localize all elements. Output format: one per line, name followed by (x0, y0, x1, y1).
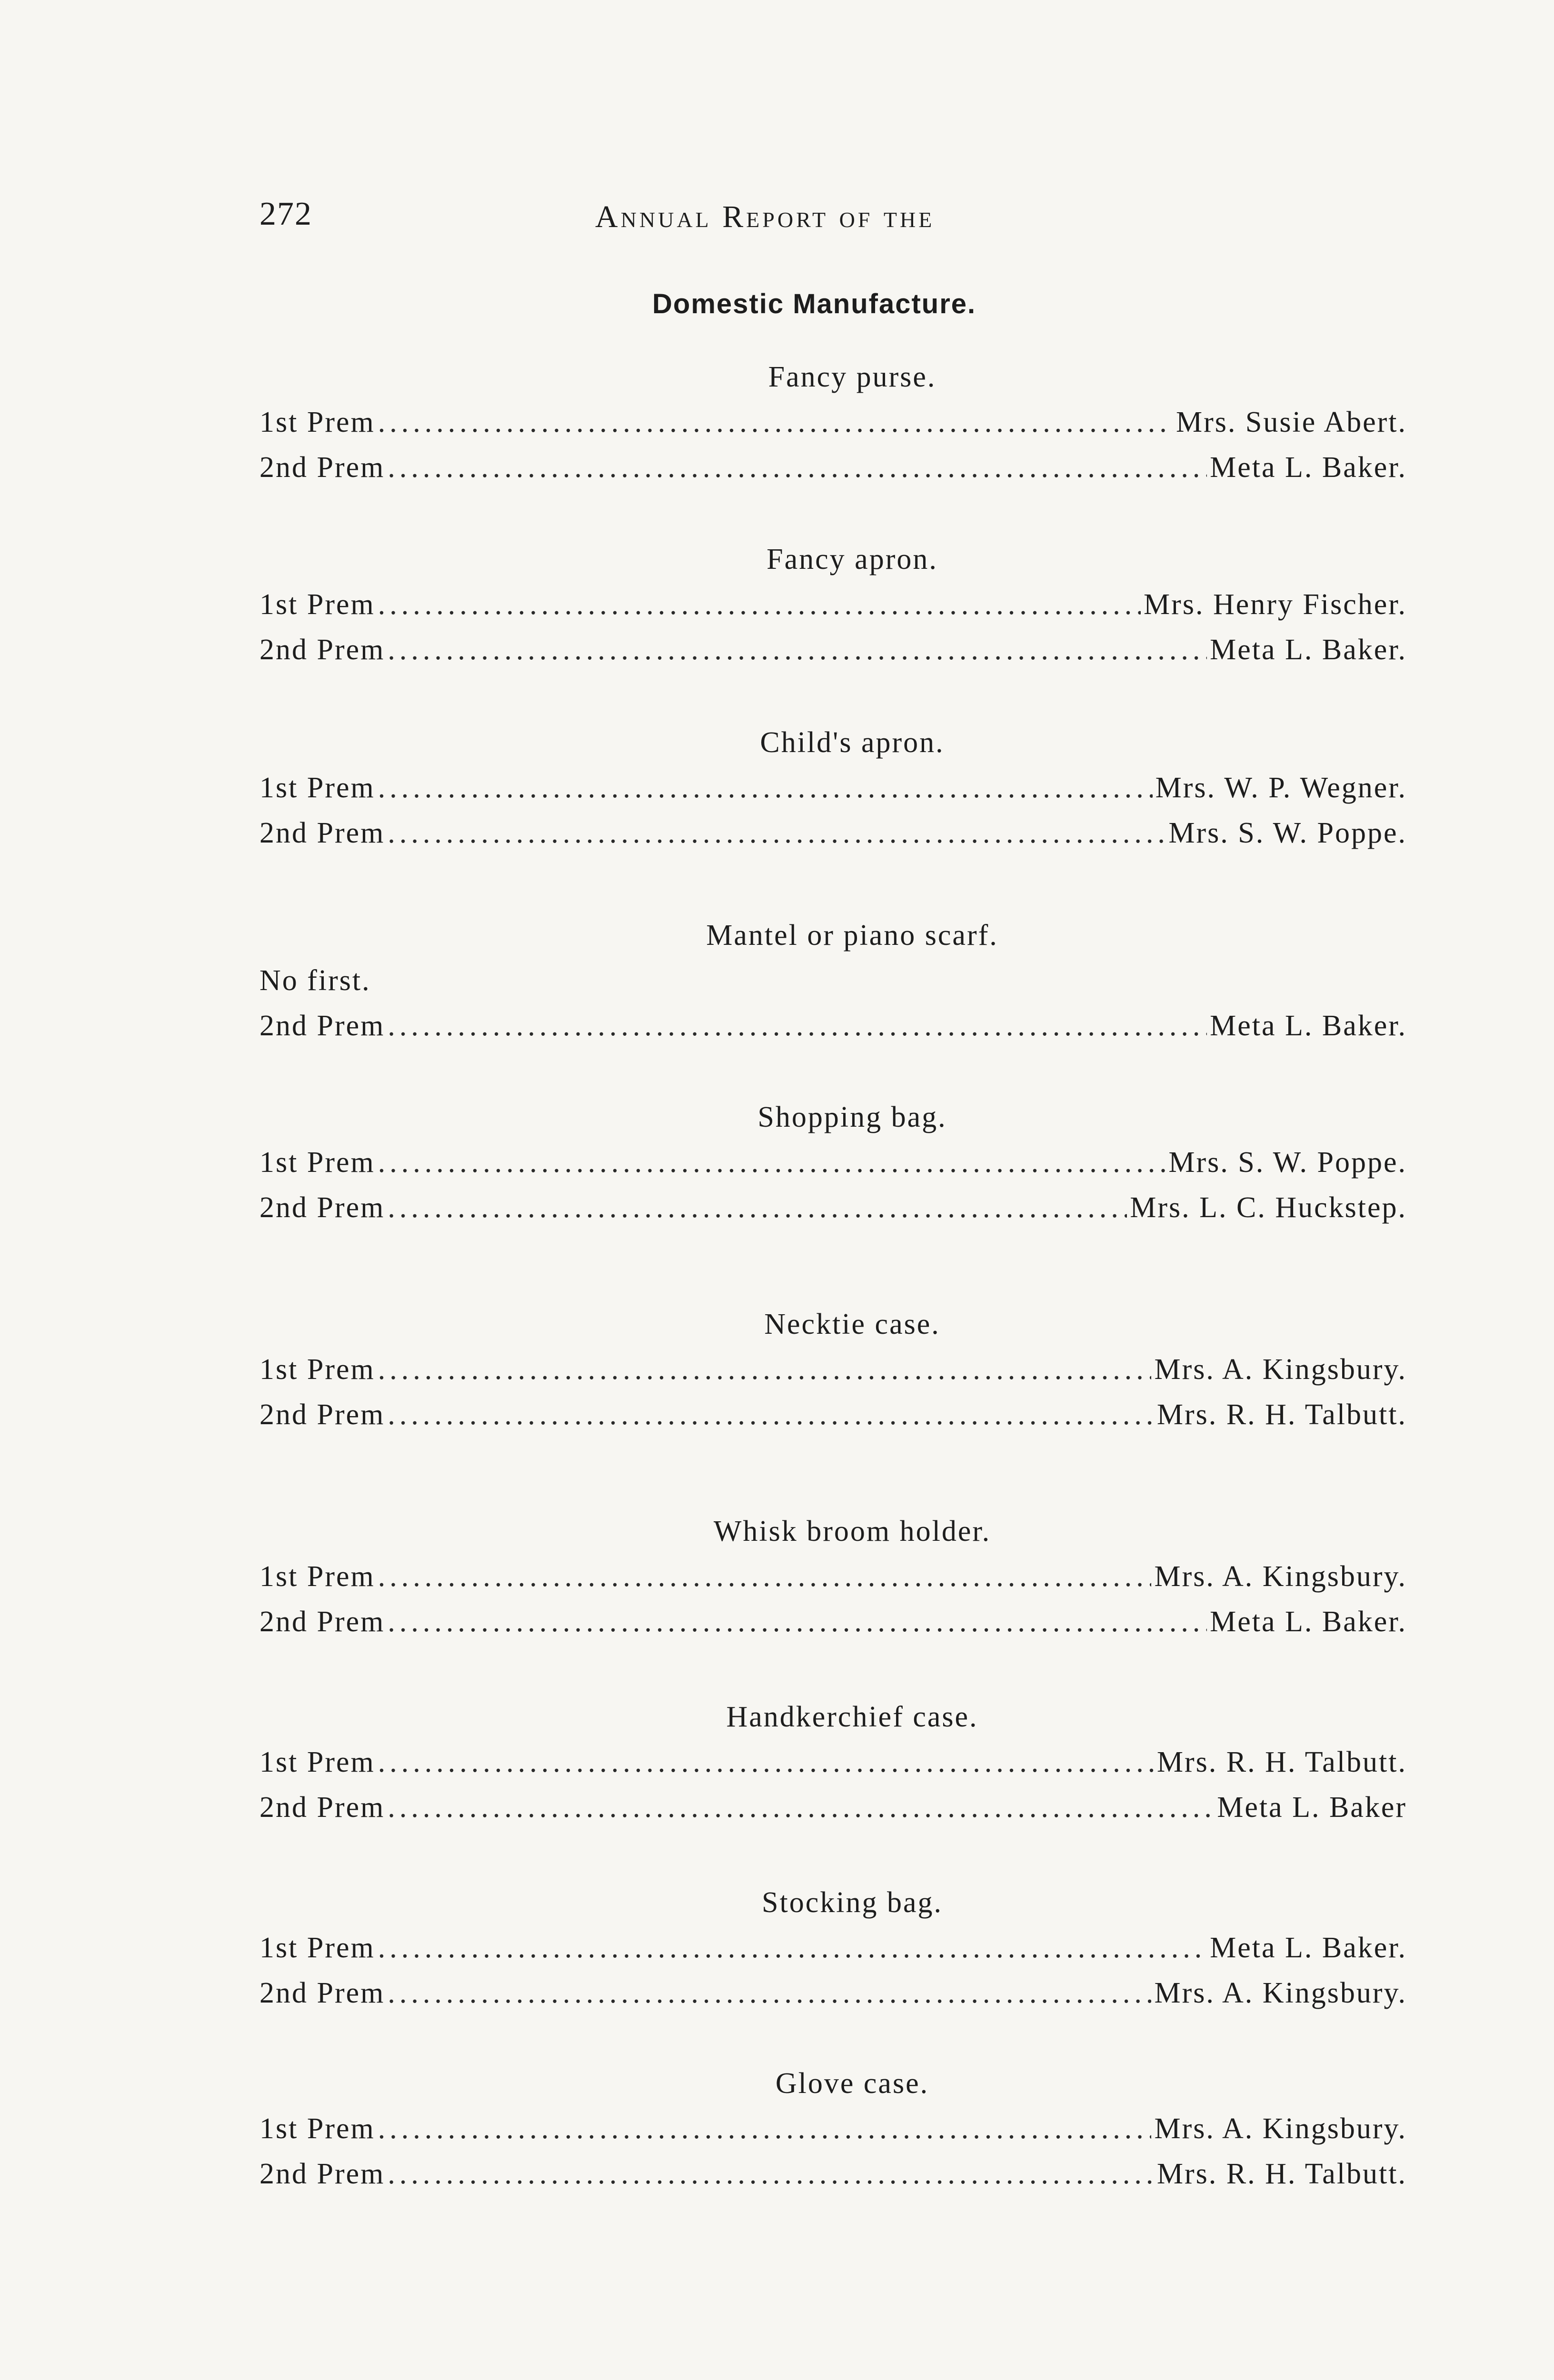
no-first-note: No first. (259, 964, 371, 997)
dot-leader (378, 1554, 1152, 1599)
category-fancy-purse (259, 355, 1407, 490)
category-title: Stocking bag. (762, 1886, 943, 1919)
section-title: Domestic Manufacture. (652, 288, 976, 319)
premium-winner: Mrs. S. W. Poppe. (1168, 1146, 1407, 1179)
premium-winner: Mrs. W. P. Wegner. (1155, 772, 1407, 804)
premium-row (259, 1925, 1407, 1971)
premium-row (259, 445, 1407, 490)
premium-place: 2nd Prem (259, 1010, 385, 1042)
premium-winner: Meta L. Baker. (1210, 1010, 1407, 1042)
category-title: Child's apron. (760, 726, 945, 759)
dot-leader (388, 627, 1207, 673)
premium-place: 2nd Prem (259, 634, 385, 666)
category-title: Fancy apron. (767, 543, 938, 575)
premium-row (259, 765, 1407, 811)
premium-place: 2nd Prem (259, 2158, 385, 2190)
dot-leader (378, 400, 1173, 445)
premium-row (259, 1003, 1407, 1049)
dot-leader (378, 1347, 1152, 1392)
dot-leader (388, 811, 1166, 856)
premium-place: 1st Prem (259, 1560, 375, 1593)
category-title: Fancy purse. (768, 361, 936, 393)
premium-winner: Mrs. R. H. Talbutt. (1156, 1398, 1407, 1431)
premium-winner: Meta L. Baker (1217, 1791, 1407, 1824)
premium-winner: Mrs. A. Kingsbury. (1154, 1353, 1407, 1386)
premium-place: 1st Prem (259, 772, 375, 804)
category-childs-apron (259, 720, 1407, 856)
premium-winner: Meta L. Baker. (1210, 451, 1407, 484)
dot-leader (378, 2106, 1152, 2152)
premium-row (259, 400, 1407, 445)
dot-leader (378, 1740, 1154, 1785)
category-title: Whisk broom holder. (713, 1515, 991, 1547)
dot-leader (388, 1971, 1151, 2016)
dot-leader (388, 1003, 1207, 1049)
category-title: Glove case. (775, 2067, 929, 2100)
premium-place: 2nd Prem (259, 1791, 385, 1824)
premium-winner: Mrs. A. Kingsbury. (1154, 1560, 1407, 1593)
category-whisk-broom-holder (259, 1509, 1407, 1645)
dot-leader (388, 2152, 1154, 2197)
premium-winner: Mrs. R. H. Talbutt. (1156, 2158, 1407, 2190)
dot-leader (388, 445, 1207, 490)
premium-place: 2nd Prem (259, 451, 385, 484)
premium-row (259, 2106, 1407, 2152)
premium-place: 1st Prem (259, 1353, 375, 1386)
premium-place: 1st Prem (259, 2112, 375, 2145)
dot-leader (388, 1185, 1127, 1230)
premium-row (259, 1554, 1407, 1599)
premium-winner: Meta L. Baker. (1210, 634, 1407, 666)
dot-leader (378, 1925, 1207, 1971)
running-head: Annual Report of the (595, 199, 935, 234)
premium-winner: Mrs. R. H. Talbutt. (1156, 1746, 1407, 1778)
premium-place: 2nd Prem (259, 1398, 385, 1431)
category-necktie-case (259, 1302, 1407, 1438)
premium-row (259, 1971, 1407, 2016)
premium-place: 1st Prem (259, 1146, 375, 1179)
premium-place: 1st Prem (259, 588, 375, 621)
premium-row (259, 1185, 1407, 1230)
category-title: Mantel or piano scarf. (706, 919, 998, 952)
dot-leader (378, 582, 1141, 627)
category-fancy-apron (259, 537, 1407, 673)
category-mantel-scarf (259, 913, 1407, 1049)
premium-row (259, 582, 1407, 627)
category-shopping-bag (259, 1095, 1407, 1230)
premium-winner: Mrs. A. Kingsbury. (1154, 2112, 1407, 2145)
dot-leader (378, 1140, 1166, 1185)
premium-place: 2nd Prem (259, 1191, 385, 1224)
premium-row (259, 811, 1407, 856)
premium-winner: Mrs. A. Kingsbury. (1154, 1977, 1407, 2009)
page-number: 272 (259, 196, 312, 232)
premium-place: 2nd Prem (259, 817, 385, 849)
premium-row (259, 2152, 1407, 2197)
premium-place: 1st Prem (259, 1746, 375, 1778)
premium-row (259, 1392, 1407, 1438)
category-glove-case (259, 2061, 1407, 2197)
premium-row (259, 1599, 1407, 1645)
category-title: Handkerchief case. (726, 1701, 978, 1733)
dot-leader (388, 1392, 1154, 1438)
premium-place: 2nd Prem (259, 1977, 385, 2009)
premium-winner: Meta L. Baker. (1210, 1932, 1407, 1964)
premium-winner: Meta L. Baker. (1210, 1606, 1407, 1638)
dot-leader (388, 1599, 1207, 1645)
premium-winner: Mrs. S. W. Poppe. (1168, 817, 1407, 849)
category-title: Necktie case. (764, 1308, 940, 1340)
dot-leader (388, 1785, 1214, 1830)
premium-row (259, 1347, 1407, 1392)
premium-place: 1st Prem (259, 1932, 375, 1964)
category-stocking-bag (259, 1880, 1407, 2016)
premium-row (259, 627, 1407, 673)
category-handkerchief-case (259, 1695, 1407, 1830)
premium-row (259, 1740, 1407, 1785)
premium-row (259, 1140, 1407, 1185)
category-title: Shopping bag. (757, 1101, 947, 1133)
premium-winner: Mrs. L. C. Huckstep. (1130, 1191, 1407, 1224)
premium-winner: Mrs. Henry Fischer. (1144, 588, 1407, 621)
premium-winner: Mrs. Susie Abert. (1176, 406, 1407, 438)
premium-row (259, 1785, 1407, 1830)
premium-place: 2nd Prem (259, 1606, 385, 1638)
premium-place: 1st Prem (259, 406, 375, 438)
dot-leader (378, 765, 1153, 811)
